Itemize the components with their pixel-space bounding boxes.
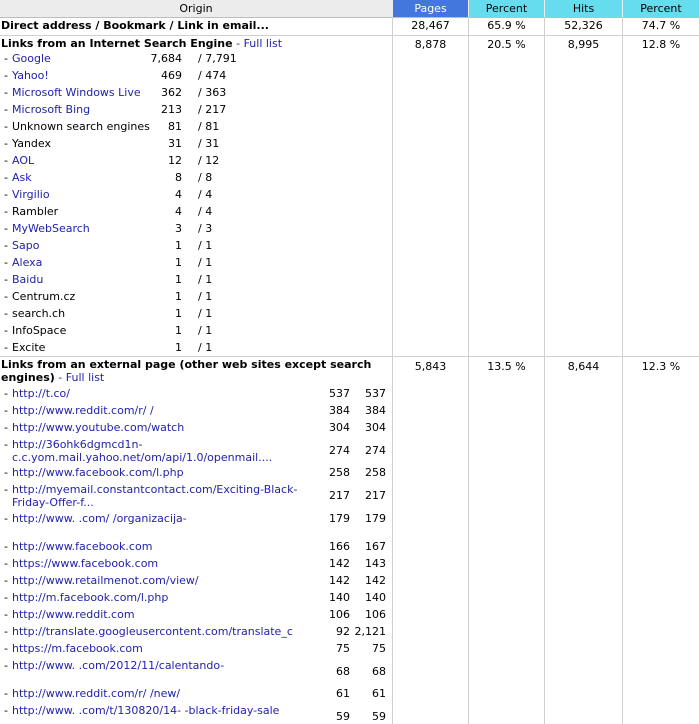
external-link-url[interactable]: http://36ohk6dgmcd1n-c.c.yom.mail.yahoo.net/om/api/1.0/openmail....	[12, 438, 273, 464]
search-engine-hits: / 3	[198, 222, 213, 235]
search-engine-name: Rambler	[12, 205, 59, 218]
external-link-url[interactable]: http://www.reddit.com/r/ /new/	[12, 687, 181, 700]
external-link-pages: 75	[336, 642, 350, 655]
direct-pages-percent: 65.9 %	[487, 19, 526, 32]
external-link-hits: 61	[372, 687, 386, 700]
external-link-hits: 59	[372, 710, 386, 723]
search-engine-pages: 7,684	[150, 52, 182, 65]
table-header	[0, 0, 699, 18]
search-engine-pages: 213	[161, 103, 182, 116]
search-engine-hits: / 474	[198, 69, 227, 82]
search-engine-name[interactable]: Ask	[12, 171, 32, 184]
search-engine-pages: 469	[161, 69, 182, 82]
search-engine-hits: / 1	[198, 290, 213, 303]
search-separator: -	[232, 37, 244, 50]
external-link-hits: 274	[365, 444, 386, 457]
direct-pages: 28,467	[411, 19, 450, 32]
external-link-url[interactable]: http://www.facebook.com	[12, 540, 153, 553]
search-engine-pages: 1	[175, 307, 182, 320]
external-link-pages: 142	[329, 557, 350, 570]
header-origin: Origin	[179, 2, 213, 15]
external-link-pages: 68	[336, 665, 350, 678]
external-link-hits: 217	[365, 489, 386, 502]
external-link-url[interactable]: http://www.youtube.com/watch	[12, 421, 185, 434]
external-separator: -	[54, 371, 66, 384]
external-link-pages: 106	[329, 608, 350, 621]
search-engine-pages: 1	[175, 290, 182, 303]
search-engine-name[interactable]: Yahoo!	[12, 69, 49, 82]
row-divider	[0, 356, 699, 357]
external-link-pages: 166	[329, 540, 350, 553]
external-link-pages: 217	[329, 489, 350, 502]
external-link-pages: 258	[329, 466, 350, 479]
search-engine-hits: / 1	[198, 307, 213, 320]
external-link-hits: 384	[365, 404, 386, 417]
search-engine-hits: / 1	[198, 324, 213, 337]
search-engine-hits: / 31	[198, 137, 220, 150]
header-pages-percent: Percent	[469, 0, 544, 17]
external-link-url[interactable]: http://www.retailmenot.com/view/	[12, 574, 199, 587]
search-engine-pages: 4	[175, 205, 182, 218]
external-link-hits: 258	[365, 466, 386, 479]
external-link-url[interactable]: http://t.co/	[12, 387, 70, 400]
external-link-pages: 274	[329, 444, 350, 457]
search-engine-name[interactable]: Virgilio	[12, 188, 50, 201]
external-link-url[interactable]: http://m.facebook.com/l.php	[12, 591, 169, 604]
search-engine-pages: 1	[175, 324, 182, 337]
external-link-hits: 2,121	[354, 625, 386, 638]
external-link-hits: 179	[365, 512, 386, 525]
external-title-line1: Links from an external page (other web sites except search	[1, 358, 372, 371]
search-engine-name: Yandex	[12, 137, 51, 150]
search-engine-pages: 362	[161, 86, 182, 99]
external-link-pages: 537	[329, 387, 350, 400]
external-link-pages: 179	[329, 512, 350, 525]
external-link-hits: 537	[365, 387, 386, 400]
search-engine-pages: 1	[175, 239, 182, 252]
referrer-stats-panel: Origin Pages Percent Hits Percent Direct address / Bookmark / Link in email... 28,467 65.9 % 52,326 74.7 % Links from an Internet Search Engine - Full list 8,878 20.5 % 8,995 12.8 % - Google 7,684 / 7,791 - Yahoo! 469 / 474 - Microsoft Windows Live 362 / 363 - Microsoft Bing 213 / 217 - Unknown search engines 81 / 81 - Yandex 31 / 31 - AOL 12 / 12 - Ask 8 / 8 - Virgilio 4 / 4 - Rambler 4 / 4 - MyWebSearch 3 / 3 - Sapo 1 / 1 - Alexa 1 / 1 - Baidu 1 / 1 - Centrum.cz 1 / 1 - search.ch 1 / 1 - InfoSpace 1 / 1 - Excite 1 / 1 Links from an external page (other web sites except search engines) - Full list 5,843 13.5 % 8,644 12.3 % - http://t.co/ 537 537 - http://www.reddit.com/r/ / 384 384 - http://www.youtube.com/watch 304 304 - http://36ohk6dgmcd1n-c.c.yom.mail.yahoo.net/om/api/1.0/openmail.... 274 274 - http://www.facebook.com/l.php 258 258 - http://myemail.constantcontact.com/Exciting-Black-Friday-Offer-f... 217 217 - http://www. .com/ /organizacija- 179 179 - http://www.facebook.com 166 167 - https://www.facebook.com 142 143 - http://www.retailmenot.com/view/ 142 142 - http://m.facebook.com/l.php 140 140 - http://www.reddit.com 106 106 - http://translate.googleusercontent.com/translate_c 92 2,121 - https://m.facebook.com 75 75 - http://www. .com/2012/11/calentando- 68 68 - http://www.reddit.com/r/ /new/ 61 61 - http://www. .com/t/130820/14- -black-friday-sale 59 59	[0, 0, 699, 724]
external-link-hits: 68	[372, 665, 386, 678]
search-engine-name[interactable]: Baidu	[12, 273, 44, 286]
external-full-list-link[interactable]: Full list	[65, 371, 105, 384]
external-link-url[interactable]: http://www. .com/ /organizacija-	[12, 512, 187, 525]
external-link-hits: 142	[365, 574, 386, 587]
search-engine-pages: 3	[175, 222, 182, 235]
direct-label: Direct address / Bookmark / Link in email...	[1, 19, 269, 32]
external-link-hits: 167	[365, 540, 386, 553]
external-link-hits: 304	[365, 421, 386, 434]
search-full-list-link[interactable]: Full list	[243, 37, 283, 50]
external-pages-percent: 13.5 %	[487, 360, 526, 373]
external-link-pages: 384	[329, 404, 350, 417]
external-link-pages: 142	[329, 574, 350, 587]
search-engine-name: InfoSpace	[12, 324, 67, 337]
external-link-url[interactable]: http://www. .com/2012/11/calentando-	[12, 659, 225, 672]
search-engine-name: Unknown search engines	[12, 120, 150, 133]
external-pages: 5,843	[414, 360, 447, 373]
search-engine-name[interactable]: Sapo	[12, 239, 40, 252]
search-engine-pages: 1	[175, 256, 182, 269]
search-pages-percent: 20.5 %	[487, 38, 526, 51]
search-engine-name: search.ch	[12, 307, 66, 320]
search-engine-hits: / 81	[198, 120, 220, 133]
search-engine-hits: / 1	[198, 239, 213, 252]
external-link-url[interactable]: http://translate.googleusercontent.com/translate_c	[12, 625, 293, 638]
external-title-line2: engines)	[1, 371, 55, 384]
row-divider	[0, 35, 699, 36]
search-engine-hits: / 4	[198, 188, 213, 201]
search-engine-pages: 81	[168, 120, 182, 133]
search-engines-title: Links from an Internet Search Engine	[1, 37, 233, 50]
external-link-url[interactable]: http://myemail.constantcontact.com/Exciting-Black-Friday-Offer-f...	[12, 483, 298, 509]
search-engine-name[interactable]: Google	[12, 52, 51, 65]
search-engine-name[interactable]: Microsoft Windows Live	[12, 86, 141, 99]
direct-hits-percent: 74.7 %	[641, 19, 681, 32]
search-engine-name[interactable]: MyWebSearch	[12, 222, 90, 235]
external-link-url[interactable]: http://www.reddit.com	[12, 608, 135, 621]
search-engine-name[interactable]: Microsoft Bing	[12, 103, 91, 116]
header-pages: Pages	[393, 0, 468, 17]
search-engine-hits: / 1	[198, 341, 213, 354]
search-engine-name[interactable]: Alexa	[12, 256, 43, 269]
search-engine-hits: / 4	[198, 205, 213, 218]
external-link-pages: 140	[329, 591, 350, 604]
search-engine-pages: 1	[175, 341, 182, 354]
search-engine-pages: 31	[168, 137, 182, 150]
search-engine-hits: / 7,791	[198, 52, 237, 65]
external-link-pages: 59	[336, 710, 350, 723]
search-pages: 8,878	[414, 38, 447, 51]
external-link-url[interactable]: https://www.facebook.com	[12, 557, 159, 570]
external-link-pages: 92	[336, 625, 350, 638]
search-engine-name[interactable]: AOL	[12, 154, 35, 167]
external-link-url[interactable]: http://www.reddit.com/r/ /	[12, 404, 154, 417]
external-link-pages: 61	[336, 687, 350, 700]
external-link-hits: 75	[372, 642, 386, 655]
search-engine-name: Centrum.cz	[12, 290, 76, 303]
search-engine-pages: 8	[175, 171, 182, 184]
search-engines-label	[1, 37, 282, 50]
direct-hits: 52,326	[564, 19, 603, 32]
external-link-url[interactable]: https://m.facebook.com	[12, 642, 143, 655]
search-hits: 8,995	[567, 38, 600, 51]
search-hits-percent: 12.8 %	[641, 38, 681, 51]
search-engine-pages: 12	[168, 154, 182, 167]
external-hits-percent: 12.3 %	[641, 360, 681, 373]
search-engine-hits: / 1	[198, 256, 213, 269]
header-hits: Hits	[545, 0, 622, 17]
search-engine-hits: / 217	[198, 103, 227, 116]
search-engine-hits: / 12	[198, 154, 220, 167]
external-hits: 8,644	[567, 360, 600, 373]
search-engine-hits: / 1	[198, 273, 213, 286]
search-engine-hits: / 8	[198, 171, 213, 184]
search-engine-pages: 4	[175, 188, 182, 201]
external-label	[1, 358, 371, 384]
external-link-hits: 106	[365, 608, 386, 621]
header-hits-percent: Percent	[623, 0, 699, 17]
search-engine-name: Excite	[12, 341, 46, 354]
external-link-pages: 304	[329, 421, 350, 434]
external-link-url[interactable]: http://www. .com/t/130820/14- -black-friday-sale	[12, 704, 280, 717]
external-link-hits: 143	[365, 557, 386, 570]
search-engine-pages: 1	[175, 273, 182, 286]
search-engine-hits: / 363	[198, 86, 227, 99]
external-link-url[interactable]: http://www.facebook.com/l.php	[12, 466, 184, 479]
external-link-hits: 140	[365, 591, 386, 604]
